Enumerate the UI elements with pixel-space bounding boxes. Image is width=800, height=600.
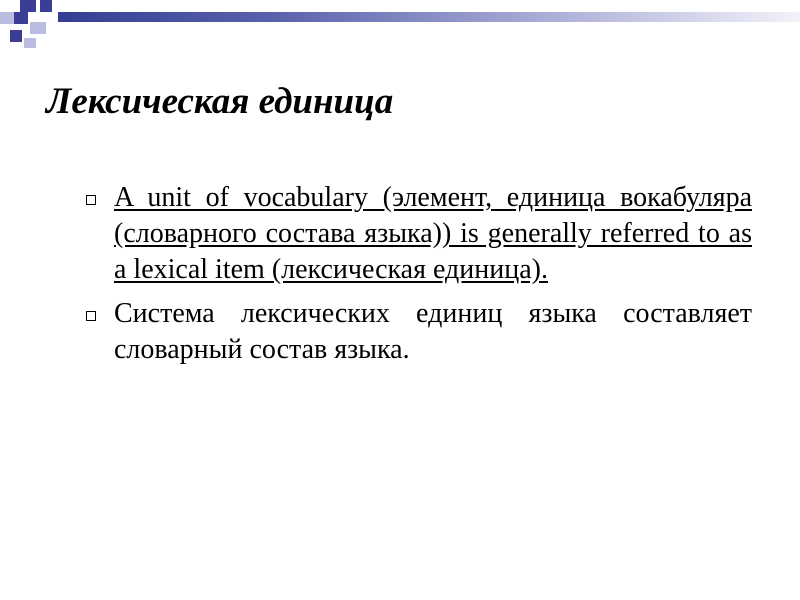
list-item — [86, 296, 752, 368]
hollow-square-icon — [86, 195, 96, 205]
list-item — [86, 180, 752, 288]
header-gradient-bar — [58, 12, 800, 22]
bullet-list — [86, 180, 752, 376]
hollow-square-icon — [86, 311, 96, 321]
bullet-text: A unit of vocabulary (элемент, единица вокабуляра (словарного состава языка)) is generally referred to as a lexical item (лексическая единица). — [114, 182, 752, 285]
slide-title: Лексическая единица — [46, 81, 394, 122]
bullet-text: Система лексических единиц языка составляет словарный состав языка. — [114, 298, 752, 365]
